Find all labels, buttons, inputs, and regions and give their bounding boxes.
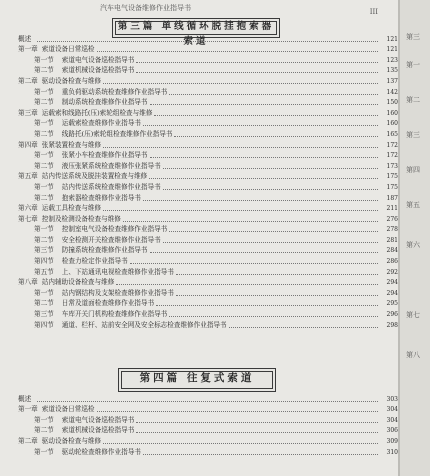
toc-entry-page: 309 <box>386 437 398 445</box>
toc-entry-title: 车库开关门机构检查维修作业指导书 <box>61 310 168 319</box>
toc-entry-title: 线路托(压)索轮组检查维修作业指导书 <box>61 129 173 138</box>
adjacent-page-edge <box>398 0 430 476</box>
toc-entry-number: 第五节 <box>34 267 54 276</box>
toc-entry <box>0 287 398 298</box>
toc-entry-title: 驱动轮检查维修作业指导书 <box>61 447 141 456</box>
running-header <box>0 0 398 14</box>
toc-entry-title: 张紧装置检查与维修 <box>41 140 102 149</box>
dot-leader <box>136 431 378 433</box>
toc-entry-number: 第五章 <box>18 172 38 181</box>
dot-leader <box>229 326 378 328</box>
toc-entry-title: 抱索器检查维修作业指导书 <box>61 193 141 202</box>
dot-leader <box>103 146 378 148</box>
toc-entry <box>0 65 398 76</box>
toc-entry-page: 172 <box>386 152 398 160</box>
toc-entry-number: 第三节 <box>34 246 54 255</box>
toc-entry <box>0 245 398 256</box>
dot-leader <box>163 188 378 190</box>
toc-entry-number: 第七章 <box>18 214 38 223</box>
toc-entry <box>0 435 398 446</box>
toc-entry-title: 日常及道面检查维修作业指导书 <box>61 299 155 308</box>
toc-entry-page: 294 <box>386 289 398 297</box>
toc-entry-title: 索道设备日常巡检 <box>41 45 95 54</box>
toc-entry-title: 通道、栏杆、站前安全网及安全标志检查维修作业指导书 <box>61 320 227 329</box>
toc-entry-title: 站内传送系统及脱挂装置检查与维修 <box>41 172 148 181</box>
toc-entry-number: 第一节 <box>34 55 54 64</box>
toc-entry-page: 296 <box>386 311 398 319</box>
toc-entry <box>0 139 398 150</box>
toc-entry-number: 第一章 <box>18 405 38 414</box>
dot-leader <box>150 103 379 105</box>
toc-entry <box>0 203 398 214</box>
toc-entry <box>0 425 398 436</box>
toc-entry-title: 运载工具检查与维修 <box>41 204 102 213</box>
toc-entry-page: 187 <box>386 194 398 202</box>
toc-entry-number: 第二节 <box>34 98 54 107</box>
toc-entry-title: 索道电气设备巡检指导书 <box>61 415 135 424</box>
toc-entry-page: 295 <box>386 300 398 308</box>
toc-entry-page: 173 <box>386 162 398 170</box>
toc-entry <box>0 150 398 161</box>
dot-leader <box>37 40 378 42</box>
toc-entry-number: 第一章 <box>18 45 38 54</box>
dot-leader <box>154 114 378 116</box>
toc-entry-page: 303 <box>386 395 398 403</box>
toc-entry-title: 站内传送系统检查维修作业指导书 <box>61 182 161 191</box>
dot-leader <box>143 453 378 455</box>
toc-entry <box>0 107 398 118</box>
dot-leader <box>103 442 378 444</box>
toc-entry-title: 制动系统检查维修作业指导书 <box>61 98 148 107</box>
dot-leader <box>169 230 378 232</box>
toc-entry <box>0 181 398 192</box>
toc-entry-number: 第一节 <box>34 119 54 128</box>
dot-leader <box>136 61 378 63</box>
dot-leader <box>163 241 378 243</box>
toc-entry <box>0 393 398 404</box>
toc-entry-page: 150 <box>386 99 398 107</box>
toc-entry <box>0 319 398 330</box>
toc-entry <box>0 160 398 171</box>
toc-entry-title: 控制室电气设备检查维修作业指导书 <box>61 225 168 234</box>
dot-leader <box>174 135 378 137</box>
toc-entry-number: 第三节 <box>34 310 54 319</box>
dot-leader <box>136 421 378 423</box>
toc-entry-number: 第二节 <box>34 161 54 170</box>
part3-toc <box>0 33 398 330</box>
toc-entry-page: 306 <box>386 427 398 435</box>
toc-entry-number: 第二节 <box>34 299 54 308</box>
toc-entry-number: 第二节 <box>34 193 54 202</box>
dot-leader <box>156 304 378 306</box>
toc-entry <box>0 298 398 309</box>
toc-entry-title: 索道电气设备巡检指导书 <box>61 55 135 64</box>
dot-leader <box>169 315 378 317</box>
toc-entry-title: 液压张紧系统检查维修作业指导书 <box>61 161 161 170</box>
toc-entry-title: 站内钢结构及支架检查维修作业指导书 <box>61 288 174 297</box>
toc-entry <box>0 224 398 235</box>
dot-leader <box>123 220 378 222</box>
running-header-text: 汽车电气设备维修作业指导书 <box>100 4 191 12</box>
toc-entry-number: 第一节 <box>34 151 54 160</box>
toc-entry-number: 第四节 <box>34 257 54 266</box>
dot-leader <box>143 199 378 201</box>
toc-entry <box>0 266 398 277</box>
toc-entry-number: 第四节 <box>34 320 54 329</box>
toc-entry-page: 175 <box>386 173 398 181</box>
dot-leader <box>176 294 378 296</box>
toc-entry-title: 控制及检测设备检查与维修 <box>41 214 121 223</box>
toc-entry-title: 驱动设备检查与维修 <box>41 76 102 85</box>
toc-entry-number: 第二章 <box>18 76 38 85</box>
toc-entry-title: 张紧小车检查维修作业指导书 <box>61 151 148 160</box>
dot-leader <box>136 71 378 73</box>
part4-banner <box>118 368 276 392</box>
toc-entry <box>0 308 398 319</box>
toc-entry-number: 第三章 <box>18 108 38 117</box>
toc-entry-page: 175 <box>386 183 398 191</box>
toc-entry-page: 160 <box>386 120 398 128</box>
dot-leader <box>116 283 378 285</box>
toc-entry-page: 123 <box>386 56 398 64</box>
dot-leader <box>150 251 379 253</box>
toc-entry <box>0 33 398 44</box>
adjacent-page-fragment: 第三 <box>406 33 420 41</box>
dot-leader <box>176 273 378 275</box>
part4-banner-title: 第四篇 往复式索道 <box>139 372 255 384</box>
toc-entry-number: 第一节 <box>34 87 54 96</box>
toc-entry-page: 142 <box>386 88 398 96</box>
toc-entry-page: 292 <box>386 268 398 276</box>
toc-entry-number: 第二章 <box>18 436 38 445</box>
adjacent-page-fragment: 第五 <box>406 201 420 209</box>
toc-entry-number: 第二节 <box>34 235 54 244</box>
toc-entry <box>0 446 398 457</box>
dot-leader <box>97 50 378 52</box>
toc-entry-number: 第一节 <box>34 182 54 191</box>
header-page-number: III <box>369 8 378 16</box>
toc-entry-page: 172 <box>386 141 398 149</box>
toc-entry-page: 304 <box>386 406 398 414</box>
toc-entry <box>0 213 398 224</box>
toc-entry-page: 137 <box>386 77 398 85</box>
toc-entry-page: 281 <box>386 236 398 244</box>
toc-entry-title: 安全检测开关检查维修作业指导书 <box>61 235 161 244</box>
toc-entry-page: 278 <box>386 226 398 234</box>
toc-entry-page: 135 <box>386 67 398 75</box>
toc-entry-page: 304 <box>386 416 398 424</box>
toc-entry <box>0 54 398 65</box>
dot-leader <box>143 124 378 126</box>
toc-entry-number: 第二节 <box>34 129 54 138</box>
toc-entry-title: 索道机械设备巡检指导书 <box>61 426 135 435</box>
dot-leader <box>150 156 379 158</box>
part3-banner-title: 第三篇 单线循环脱挂抱索器索道 <box>117 21 275 47</box>
toc-entry-page: 294 <box>386 279 398 287</box>
toc-entry <box>0 75 398 86</box>
dot-leader <box>130 262 378 264</box>
adjacent-page-fragment: 第七 <box>406 311 420 319</box>
toc-entry-number: 第八章 <box>18 278 38 287</box>
toc-entry <box>0 171 398 182</box>
toc-entry-number: 第一节 <box>34 447 54 456</box>
toc-entry <box>0 404 398 415</box>
toc-entry <box>0 192 398 203</box>
toc-entry-number: 第二节 <box>34 426 54 435</box>
toc-entry <box>0 277 398 288</box>
toc-entry <box>0 255 398 266</box>
toc-entry <box>0 97 398 108</box>
toc-entry-number: 第六章 <box>18 204 38 213</box>
dot-leader <box>169 93 378 95</box>
adjacent-page-fragment: 第八 <box>406 351 420 359</box>
toc-entry-page: 286 <box>386 258 398 266</box>
toc-entry-title: 驱动设备检查与维修 <box>41 436 102 445</box>
toc-entry-title: 站内辅助设备检查与维修 <box>41 278 115 287</box>
toc-entry-number: 第一节 <box>34 415 54 424</box>
adjacent-page-fragment: 第三 <box>406 131 420 139</box>
toc-entry-page: 298 <box>386 321 398 329</box>
toc-entry <box>0 118 398 129</box>
dot-leader <box>163 167 378 169</box>
toc-entry-title: 防撞系统检查维修作业指导书 <box>61 246 148 255</box>
toc-entry-title: 运载索和线路托(压)索轮组检查与维修 <box>41 108 153 117</box>
dot-leader <box>149 177 378 179</box>
adjacent-page-fragment: 第一 <box>406 61 420 69</box>
toc-entry-page: 165 <box>386 130 398 138</box>
part4-toc <box>0 393 398 457</box>
toc-entry <box>0 44 398 55</box>
toc-entry-page: 211 <box>386 205 398 213</box>
toc-entry-number: 第一节 <box>34 225 54 234</box>
dot-leader <box>103 82 378 84</box>
toc-entry-page: 121 <box>386 46 398 54</box>
toc-entry-page: 284 <box>386 247 398 255</box>
adjacent-page-fragment: 第四 <box>406 166 420 174</box>
toc-entry-title: 重负荷驱动系统检查维修作业指导书 <box>61 87 168 96</box>
toc-entry-page: 276 <box>386 215 398 223</box>
toc-entry-title: 运载索检查维修作业指导书 <box>61 119 141 128</box>
toc-entry <box>0 86 398 97</box>
toc-entry-number: 第二节 <box>34 66 54 75</box>
toc-entry <box>0 414 398 425</box>
dot-leader <box>103 209 378 211</box>
dot-leader <box>97 410 378 412</box>
toc-entry-title: 索道设备日常巡检 <box>41 405 95 414</box>
toc-entry-number: 概述 <box>18 394 32 403</box>
toc-entry-title: 上、下站通讯电视检查维修作业指导书 <box>61 267 174 276</box>
toc-entry <box>0 234 398 245</box>
toc-entry-number: 第四章 <box>18 140 38 149</box>
toc-entry-number: 概述 <box>18 34 32 43</box>
adjacent-page-fragment: 第二 <box>406 96 420 104</box>
dot-leader <box>37 400 378 402</box>
adjacent-page-fragment: 第六 <box>406 241 420 249</box>
toc-entry-page: 160 <box>386 109 398 117</box>
toc-entry-number: 第一节 <box>34 288 54 297</box>
toc-entry-page: 310 <box>386 448 398 456</box>
toc-entry-title: 检查力检定作业指导书 <box>61 257 128 266</box>
toc-entry-title: 索道机械设备巡检指导书 <box>61 66 135 75</box>
toc-entry <box>0 128 398 139</box>
toc-entry-page: 121 <box>386 35 398 43</box>
